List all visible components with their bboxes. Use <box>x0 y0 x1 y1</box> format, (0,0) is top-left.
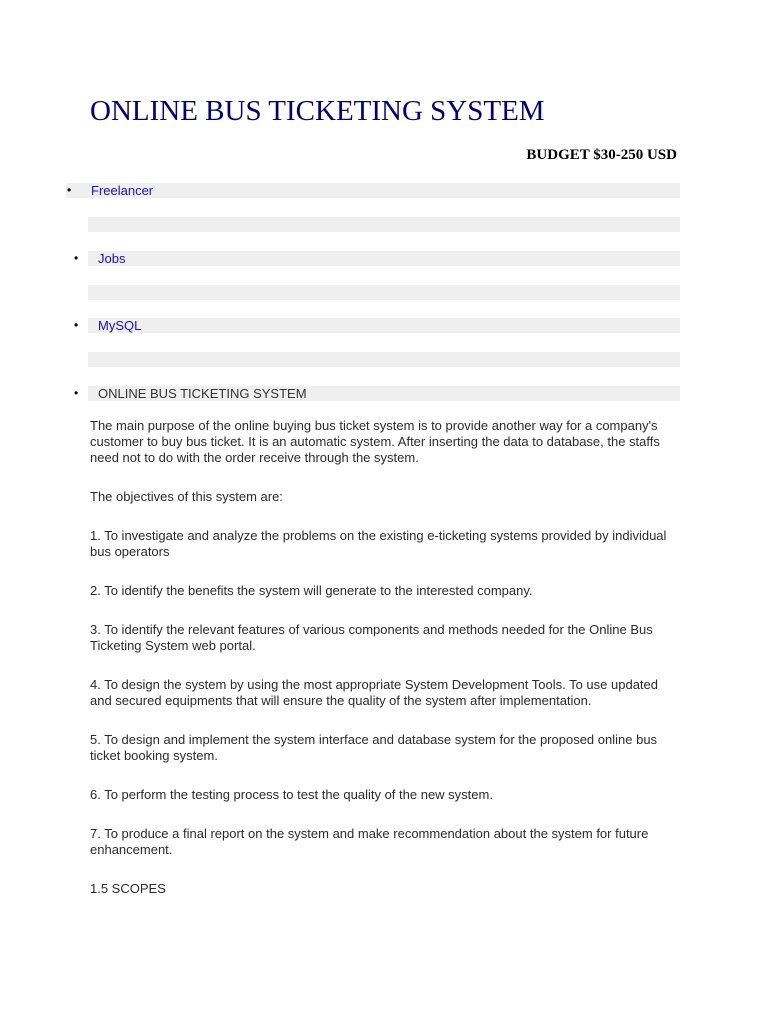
breadcrumb-separator-band <box>88 217 680 232</box>
bullet-icon: • <box>74 251 79 265</box>
breadcrumb-separator-band <box>88 285 680 300</box>
objective-1: 1. To investigate and analyze the problems on the existing e-ticketing systems provided by individual bus operators <box>90 528 667 559</box>
section-heading-scopes: 1.5 SCOPES <box>90 881 166 896</box>
paragraph-purpose: The main purpose of the online buying bus ticket system is to provide another way for a company's customer to buy bus ticket. It is an automatic system. After inserting the data to database, the staffs need not to do with the order receive through the system. <box>90 418 660 465</box>
bullet-icon: • <box>74 386 79 400</box>
objective-3: 3. To identify the relevant features of various components and methods needed for the Online Bus Ticketing System web portal. <box>90 622 653 653</box>
breadcrumb-band <box>66 183 680 198</box>
page-title: ONLINE BUS TICKETING SYSTEM <box>90 95 545 127</box>
breadcrumb-separator-band <box>88 352 680 367</box>
breadcrumb-link-mysql[interactable]: MySQL <box>98 318 142 333</box>
breadcrumb-link-freelancer[interactable]: Freelancer <box>91 183 154 198</box>
budget-label: BUDGET $30-250 USD <box>526 147 677 163</box>
article-body <box>90 418 682 920</box>
objective-6: 6. To perform the testing process to test the quality of the new system. <box>90 787 493 802</box>
objective-4: 4. To design the system by using the most appropriate System Development Tools. To use updated and secured equipments that will ensure the quality of the system after implementation. <box>90 677 658 708</box>
breadcrumb-band <box>88 318 680 333</box>
breadcrumb-current-page: ONLINE BUS TICKETING SYSTEM <box>98 386 307 401</box>
breadcrumb-band <box>88 251 680 266</box>
paragraph-objectives-intro: The objectives of this system are: <box>90 489 283 504</box>
bullet-icon: • <box>74 318 79 332</box>
breadcrumb-link-jobs[interactable]: Jobs <box>98 251 126 266</box>
objective-7: 7. To produce a final report on the system and make recommendation about the system for future enhancement. <box>90 826 649 857</box>
objective-5: 5. To design and implement the system interface and database system for the proposed online bus ticket booking system. <box>90 732 658 763</box>
bullet-icon: • <box>67 183 72 197</box>
objective-2: 2. To identify the benefits the system will generate to the interested company. <box>90 583 533 598</box>
